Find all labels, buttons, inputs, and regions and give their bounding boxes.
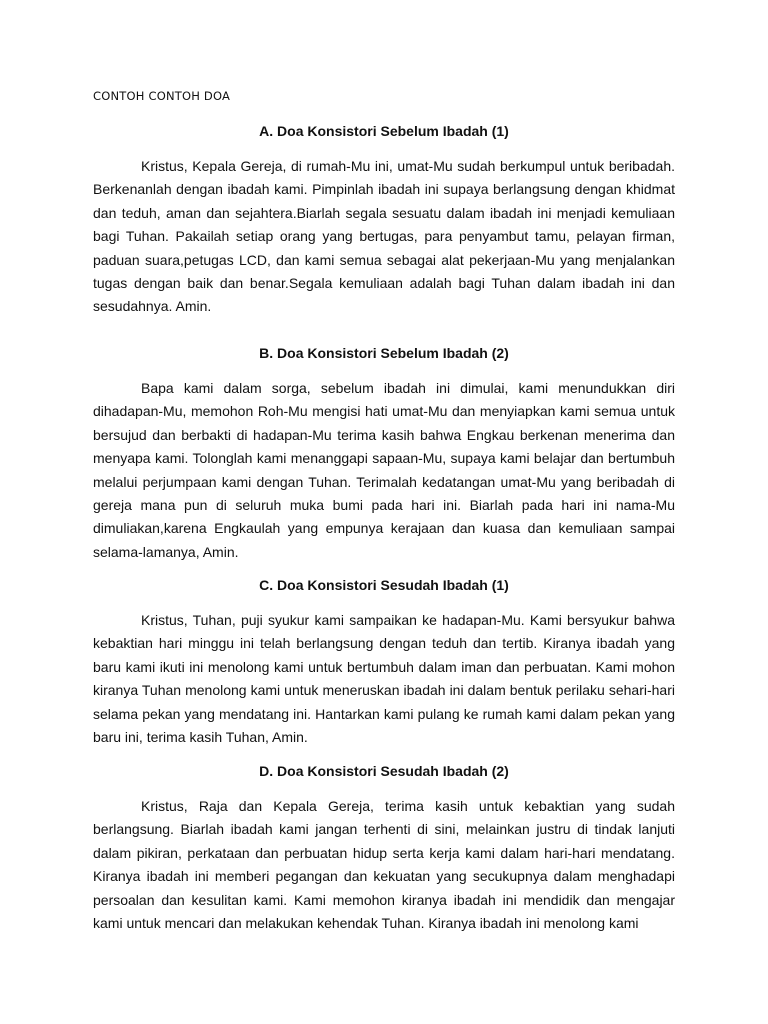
section-heading-b: B. Doa Konsistori Sebelum Ibadah (2) <box>259 345 509 361</box>
section-paragraph-b: Bapa kami dalam sorga, sebelum ibadah ini dimulai, kami menundukkan diri dihadapan-Mu, memohon Roh-Mu mengisi hati umat-Mu dan menyiapkan kami semua untuk bersujud dan berbakti di hadapan-Mu terima kasih bahwa Engkau berkenan menerima dan menyapa kami. Tolonglah kami menanggapi sapaan-Mu, supaya kami belajar dan bertumbuh melalui perjumpaan kami dengan Tuhan. Terimalah kedatangan umat-Mu yang beribadah di gereja mana pun di seluruh muka bumi pada hari ini. Biarlah pada hari ini nama-Mu dimuliakan,karena Engkaulah yang empunya kerajaan dan kuasa dan kemuliaan sampai selama-lamanya, Amin. <box>93 380 675 560</box>
document-title: CONTOH CONTOH DOA <box>93 89 231 103</box>
section-paragraph-d: Kristus, Raja dan Kepala Gereja, terima kasih untuk kebaktian yang sudah berlangsung. Biarlah ibadah kami jangan terhenti di sini, melainkan justru di tindak lanjuti dalam pikiran, perkataan dan perbuatan hidup serta kerja kami dalam hari-hari mendatang. Kiranya ibadah ini memberi pegangan dan kekuatan yang secukupnya dalam menghadapi persoalan dan kesulitan kami. Kami memohon kiranya ibadah ini mendidik dan mengajar kami untuk mencari dan melakukan kehendak Tuhan. Kiranya ibadah ini menolong kami <box>93 798 675 932</box>
section-heading-c: C. Doa Konsistori Sesudah Ibadah (1) <box>259 577 509 593</box>
section-paragraph-c: Kristus, Tuhan, puji syukur kami sampaikan ke hadapan-Mu. Kami bersyukur bahwa kebaktian hari minggu ini telah berlangsung dengan teduh dan tertib. Kiranya ibadah yang baru kami ikuti ini menolong kami untuk bertumbuh dalam iman dan perbuatan. Kami mohon kiranya Tuhan menolong kami untuk meneruskan ibadah ini dalam bentuk perilaku sehari-hari selama pekan yang mendatang ini. Hantarkan kami pulang ke rumah kami dalam pekan yang baru ini, terima kasih Tuhan, Amin. <box>93 612 675 746</box>
section-heading-a: A. Doa Konsistori Sebelum Ibadah (1) <box>259 123 509 139</box>
section-heading-d: D. Doa Konsistori Sesudah Ibadah (2) <box>259 763 509 779</box>
section-paragraph-a: Kristus, Kepala Gereja, di rumah-Mu ini, umat-Mu sudah berkumpul untuk beribadah. Berkenanlah dengan ibadah kami. Pimpinlah ibadah ini supaya berlangsung dengan khidmat dan teduh, aman dan sejahtera.Biarlah segala sesuatu dalam ibadah ini menjadi kemuliaan bagi Tuhan. Pakailah setiap orang yang bertugas, para penyambut tamu, pelayan firman, paduan suara,petugas LCD, dan kami semua sebagai alat pekerjaan-Mu yang menjalankan tugas dengan baik dan benar.Segala kemuliaan adalah bagi Tuhan dalam ibadah ini dan sesudahnya. Amin. <box>93 158 675 315</box>
